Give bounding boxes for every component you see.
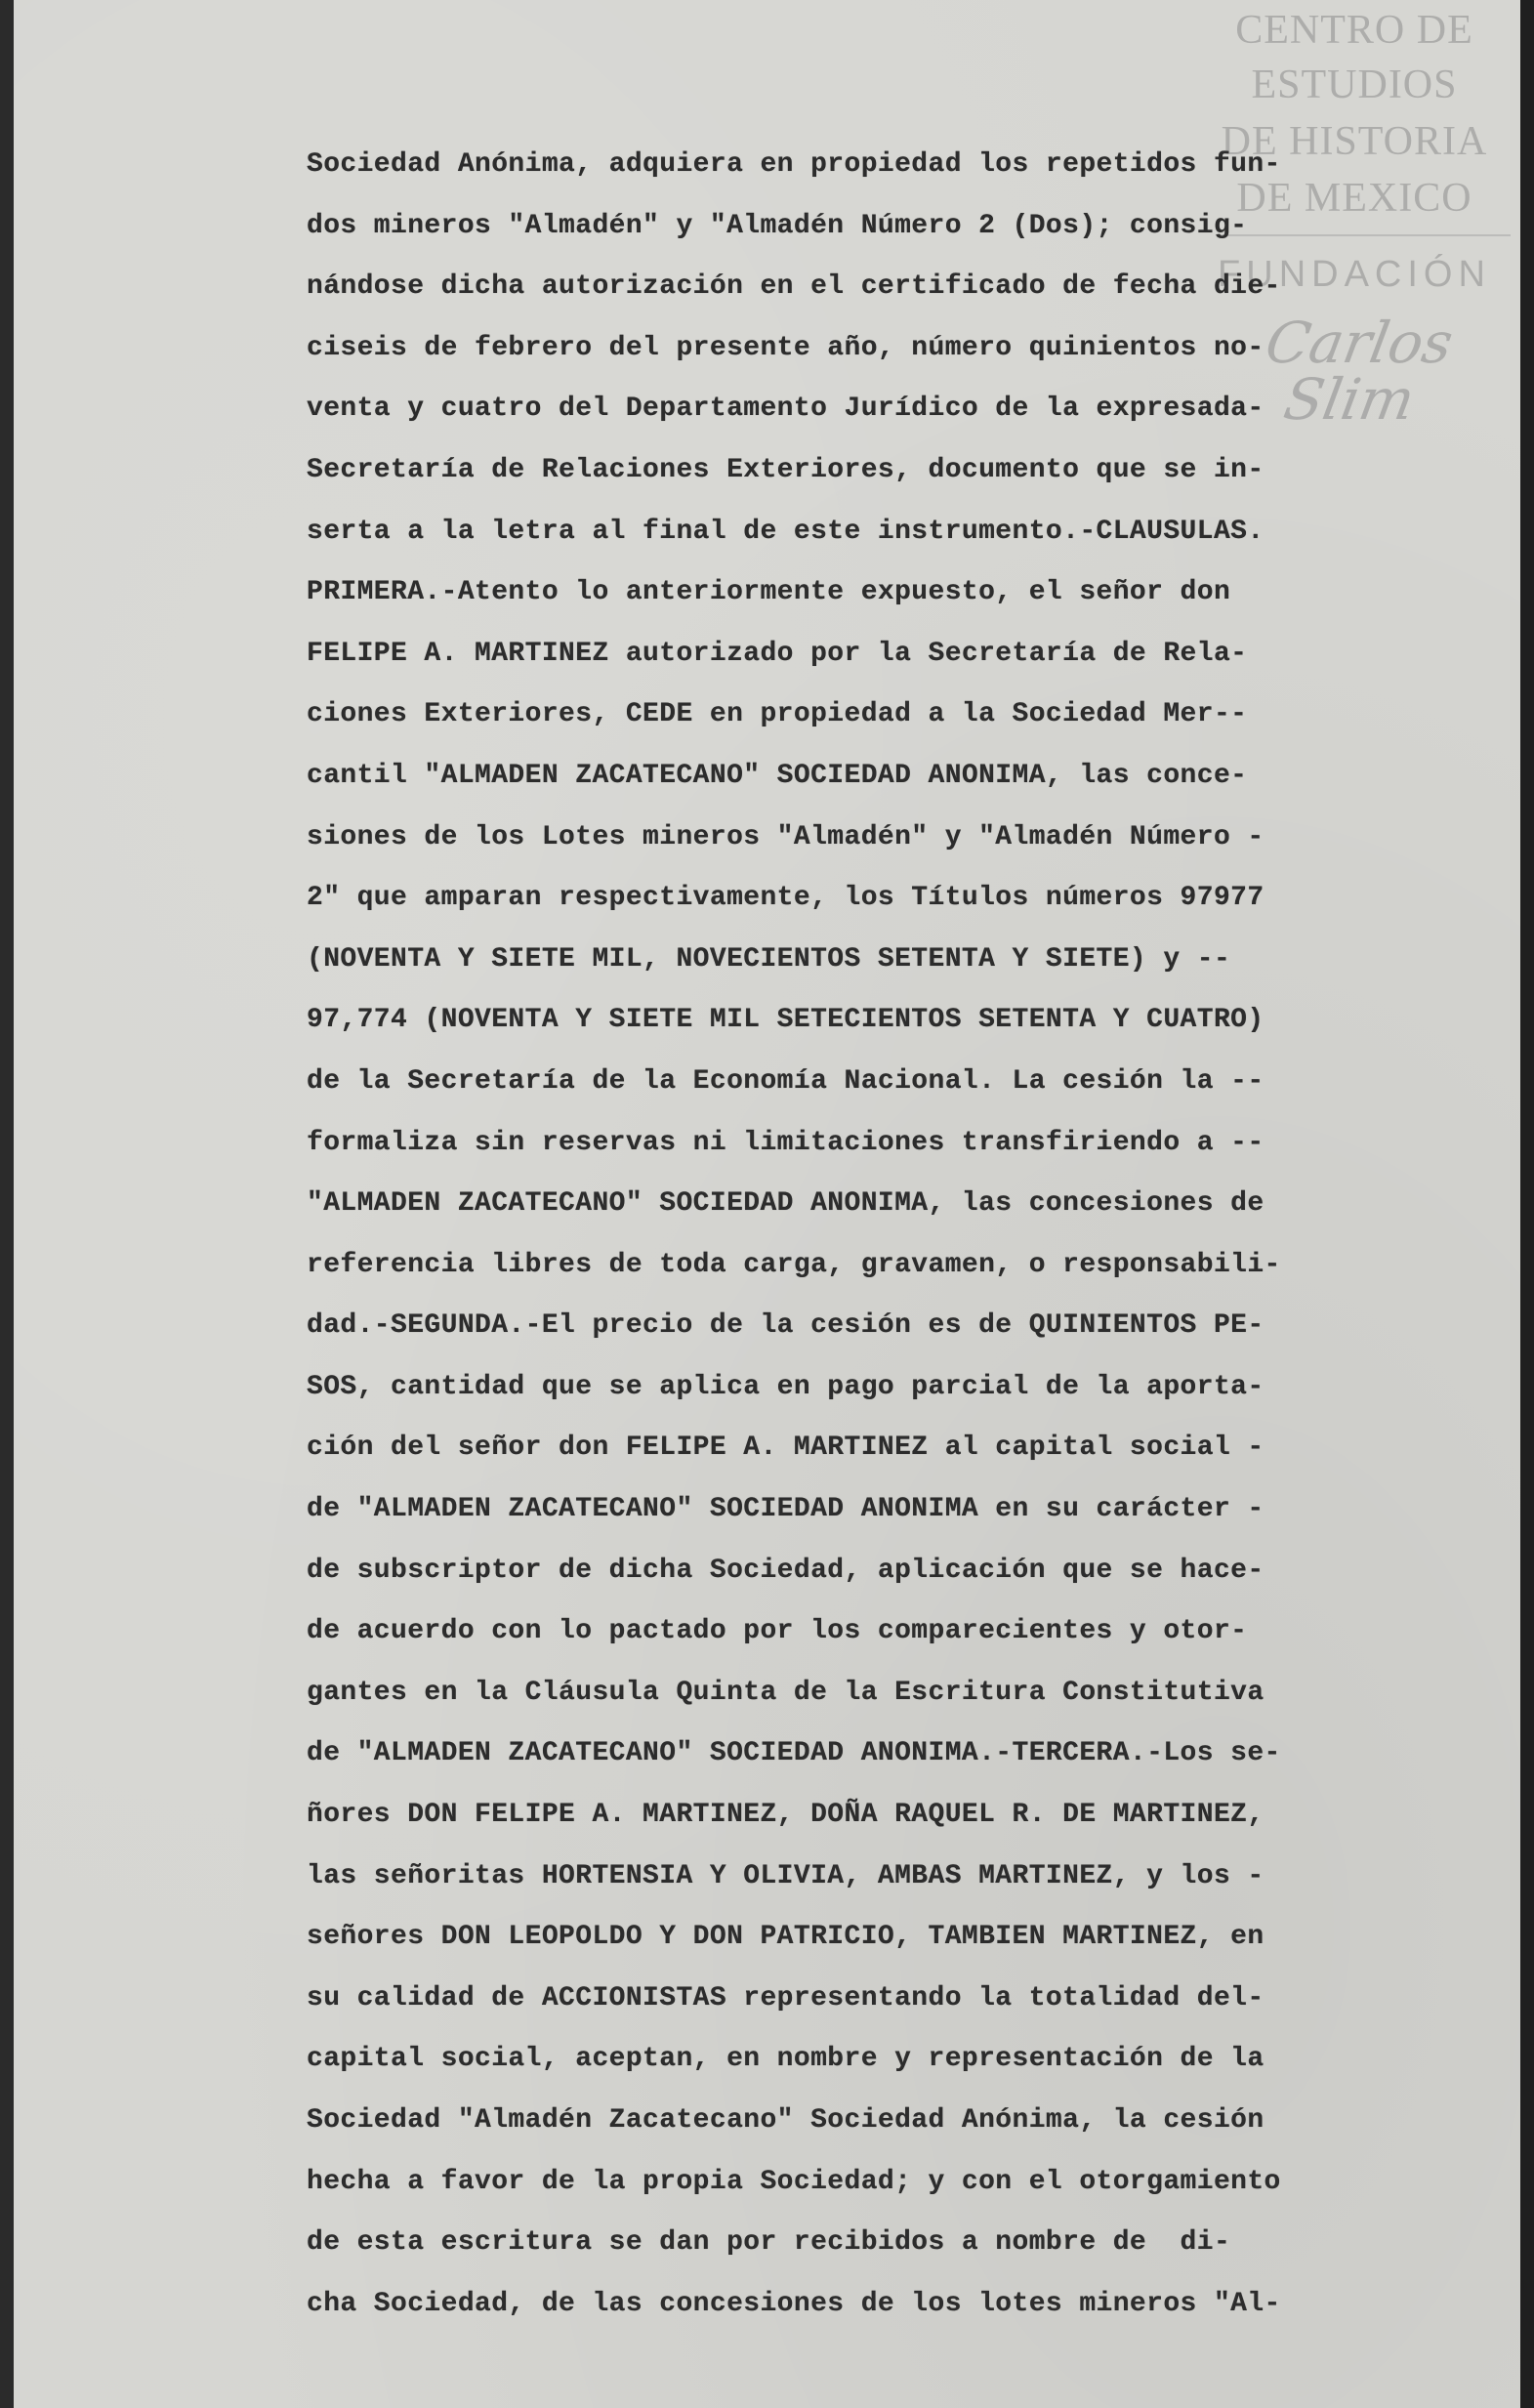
watermark-line-2: ESTUDIOS xyxy=(1251,62,1458,107)
text-line: de "ALMADEN ZACATECANO" SOCIEDAD ANONIMA.-TERCERA.-Los se- xyxy=(307,1738,1281,1769)
text-line: de acuerdo con lo pactado por los comparecientes y otor- xyxy=(307,1616,1248,1647)
text-line: ciones Exteriores, CEDE en propiedad a la Sociedad Mer-- xyxy=(307,699,1248,730)
text-line: capital social, aceptan, en nombre y representación de la xyxy=(307,2044,1265,2075)
text-line: dos mineros "Almadén" y "Almadén Número 2 (Dos); consig- xyxy=(307,210,1248,241)
text-line: SOS, cantidad que se aplica en pago parcial de la aporta- xyxy=(307,1371,1265,1402)
text-line: las señoritas HORTENSIA Y OLIVIA, AMBAS MARTINEZ, y los - xyxy=(307,1860,1265,1891)
text-line: nándose dicha autorización en el certificado de fecha die- xyxy=(307,271,1281,303)
text-line: venta y cuatro del Departamento Jurídico de la expresada- xyxy=(307,394,1265,425)
text-line: ción del señor don FELIPE A. MARTINEZ al capital social - xyxy=(307,1432,1265,1464)
text-line: su calidad de ACCIONISTAS representando la totalidad del- xyxy=(307,1982,1265,2014)
text-line: hecha a favor de la propia Sociedad; y con el otorgamiento xyxy=(307,2166,1281,2197)
text-line: 97,774 (NOVENTA Y SIETE MIL SETECIENTOS SETENTA Y CUATRO) xyxy=(307,1005,1265,1036)
typed-text-body xyxy=(307,135,1371,2335)
text-line: Sociedad "Almadén Zacatecano" Sociedad Anónima, la cesión xyxy=(307,2105,1265,2136)
text-line: siones de los Lotes mineros "Almadén" y "Almadén Número - xyxy=(307,821,1265,852)
text-line: de "ALMADEN ZACATECANO" SOCIEDAD ANONIMA en su carácter - xyxy=(307,1494,1265,1525)
watermark-line-5: FUNDACIÓN xyxy=(1218,254,1491,295)
watermark-line-3: DE HISTORIA xyxy=(1221,119,1488,164)
watermark-line-1: CENTRO DE xyxy=(1235,8,1473,53)
text-line: (NOVENTA Y SIETE MIL, NOVECIENTOS SETENTA Y SIETE) y -- xyxy=(307,943,1231,975)
text-line: ñores DON FELIPE A. MARTINEZ, DOÑA RAQUEL R. DE MARTINEZ, xyxy=(307,1800,1265,1831)
text-line: Sociedad Anónima, adquiera en propiedad los repetidos fun- xyxy=(307,149,1281,180)
text-line: ciseis de febrero del presente año, número quinientos no- xyxy=(307,332,1265,363)
text-line: referencia libres de toda carga, gravamen, o responsabili- xyxy=(307,1249,1281,1280)
text-line: señores DON LEOPOLDO Y DON PATRICIO, TAMBIEN MARTINEZ, en xyxy=(307,1922,1265,1953)
text-line: de esta escritura se dan por recibidos a nombre de di- xyxy=(307,2227,1231,2259)
text-line: gantes en la Cláusula Quinta de la Escritura Constitutiva xyxy=(307,1677,1265,1708)
document-page xyxy=(14,0,1520,2408)
text-line: PRIMERA.-Atento lo anteriormente expuesto, el señor don xyxy=(307,577,1231,608)
text-line: cantil "ALMADEN ZACATECANO" SOCIEDAD ANONIMA, las conce- xyxy=(307,760,1248,791)
text-line: "ALMADEN ZACATECANO" SOCIEDAD ANONIMA, las concesiones de xyxy=(307,1188,1265,1220)
text-line: de la Secretaría de la Economía Nacional. La cesión la -- xyxy=(307,1065,1265,1097)
text-line: FELIPE A. MARTINEZ autorizado por la Secretaría de Rela- xyxy=(307,638,1248,669)
text-line: de subscriptor de dicha Sociedad, aplicación que se hace- xyxy=(307,1555,1265,1586)
watermark-signature: Carlos Slim xyxy=(1261,310,1459,433)
text-line: Secretaría de Relaciones Exteriores, documento que se in- xyxy=(307,454,1265,485)
text-line: 2" que amparan respectivamente, los Títulos números 97977 xyxy=(307,883,1265,914)
watermark-line-4: DE MEXICO xyxy=(1236,176,1472,221)
text-line: formaliza sin reservas ni limitaciones transfiriendo a -- xyxy=(307,1127,1265,1158)
scan-border xyxy=(1520,0,1534,2408)
text-line: dad.-SEGUNDA.-El precio de la cesión es de QUINIENTOS PE- xyxy=(307,1310,1265,1342)
text-line: serta a la letra al final de este instrumento.-CLAUSULAS. xyxy=(307,516,1265,547)
text-line: cha Sociedad, de las concesiones de los lotes mineros "Al- xyxy=(307,2288,1281,2319)
